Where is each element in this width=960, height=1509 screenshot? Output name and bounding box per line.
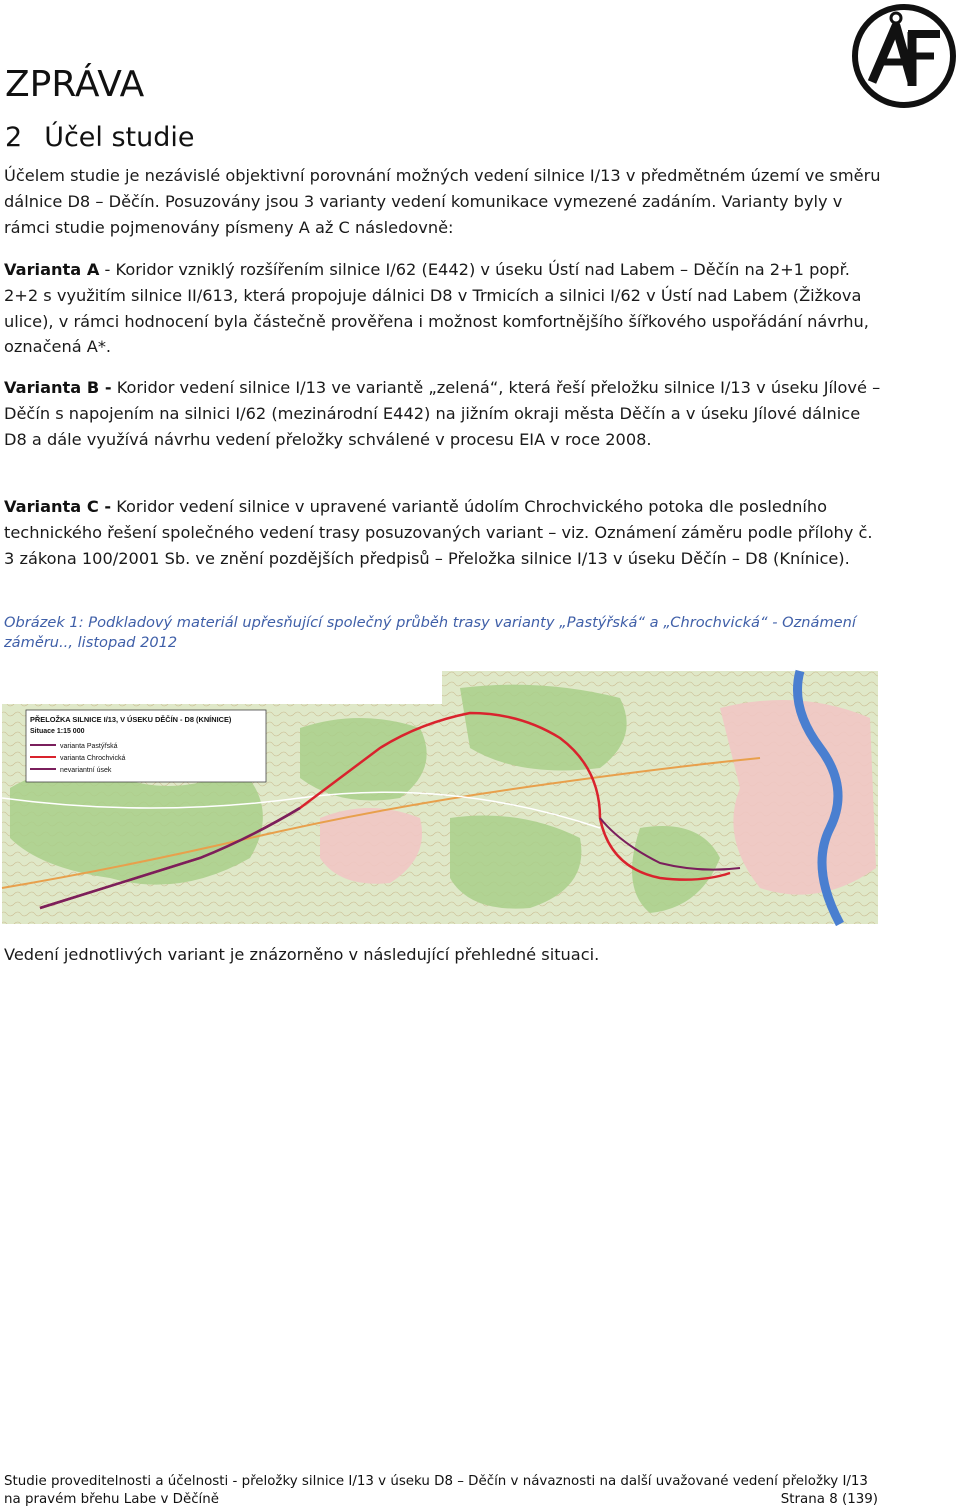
figure-caption: Obrázek 1: Podkladový materiál upřesňující společný průběh trasy varianty „Pastýřská“ a „Chrochvická“ - Oznámení záměru.., listopad 2012 (4, 614, 856, 651)
variant-a-paragraph (4, 257, 884, 360)
variant-b-label: Varianta B - (4, 378, 112, 397)
section-heading (5, 122, 195, 153)
section-number: 2 (5, 122, 23, 153)
variant-c-label: Varianta C - (4, 497, 112, 516)
legend-label-chrochvicka: varianta Chrochvická (60, 755, 126, 762)
legend-label-pastyrska: varianta Pastýřská (60, 743, 118, 750)
variant-c-text: Koridor vedení silnice v upravené variantě údolím Chrochvického potoka dle posledního technického řešení společného vedení trasy posuzovaných variant – viz. Oznámení záměru podle přílohy č. 3 zákona 100/2001 Sb. ve znění pozdějších předpisů – Přeložka silnice I/13 v úseku Děčín – D8 (Knínice). (4, 497, 873, 568)
page-footer (4, 1473, 880, 1509)
variant-a-label: Varianta A (4, 260, 100, 279)
map-legend-scale: Situace 1:15 000 (30, 728, 85, 735)
company-monogram-logo-icon (850, 2, 958, 110)
variant-b-text: Koridor vedení silnice I/13 ve variantě „zelená“, která řeší přeložku silnice I/13 v úseku Jílové – Děčín s napojením na silnici I/62 (mezinárodní E442) na jižním okraji města Děčín a v úseku Jílové dálnice D8 a dále využívá návrhu vedení přeložky schválené v procesu EIA v roce 2008. (4, 378, 881, 449)
page-number: Strana 8 (139) (780, 1492, 878, 1507)
map-legend-title: PŘELOŽKA SILNICE I/13, V ÚSEKU DĚČÍN - D8 (KNÍNICE) (30, 715, 232, 724)
footer-text: Studie proveditelnosti a účelnosti - přeložky silnice I/13 v úseku D8 – Děčín v návaznosti na další uvažované vedení přeložky I/13 na pravém břehu Labe v Děčíně (4, 1474, 868, 1507)
variant-c-paragraph (4, 494, 884, 571)
intro-paragraph: Účelem studie je nezávislé objektivní porovnání možných vedení silnice I/13 v předmětném území ve směru dálnice D8 – Děčín. Posuzovány jsou 3 varianty vedení komunikace vymezené zadáním. Varianty byly v rámci studie pojmenovány písmeny A až C následovně: (4, 166, 881, 237)
route-map-figure (0, 668, 880, 926)
variant-a-text: - Koridor vzniklý rozšířením silnice I/62 (E442) v úseku Ústí nad Labem – Děčín na 2+1 popř. 2+2 s využitím silnice II/613, která propojuje dálnici D8 v Trmicích a silnici I/62 v Ústí nad Labem (Žižkova ulice), v rámci hodnocení byla částečně prověřena i možnost komfortnějšího šířkového uspořádání návrhu, označená A*. (4, 260, 869, 357)
document-title: ZPRÁVA (5, 64, 145, 105)
section-title: Účel studie (44, 122, 195, 153)
variant-b-paragraph (4, 375, 884, 452)
after-figure-paragraph: Vedení jednotlivých variant je znázorněno v následující přehledné situaci. (4, 945, 600, 964)
legend-label-nevariantni: nevariantní úsek (60, 767, 112, 774)
